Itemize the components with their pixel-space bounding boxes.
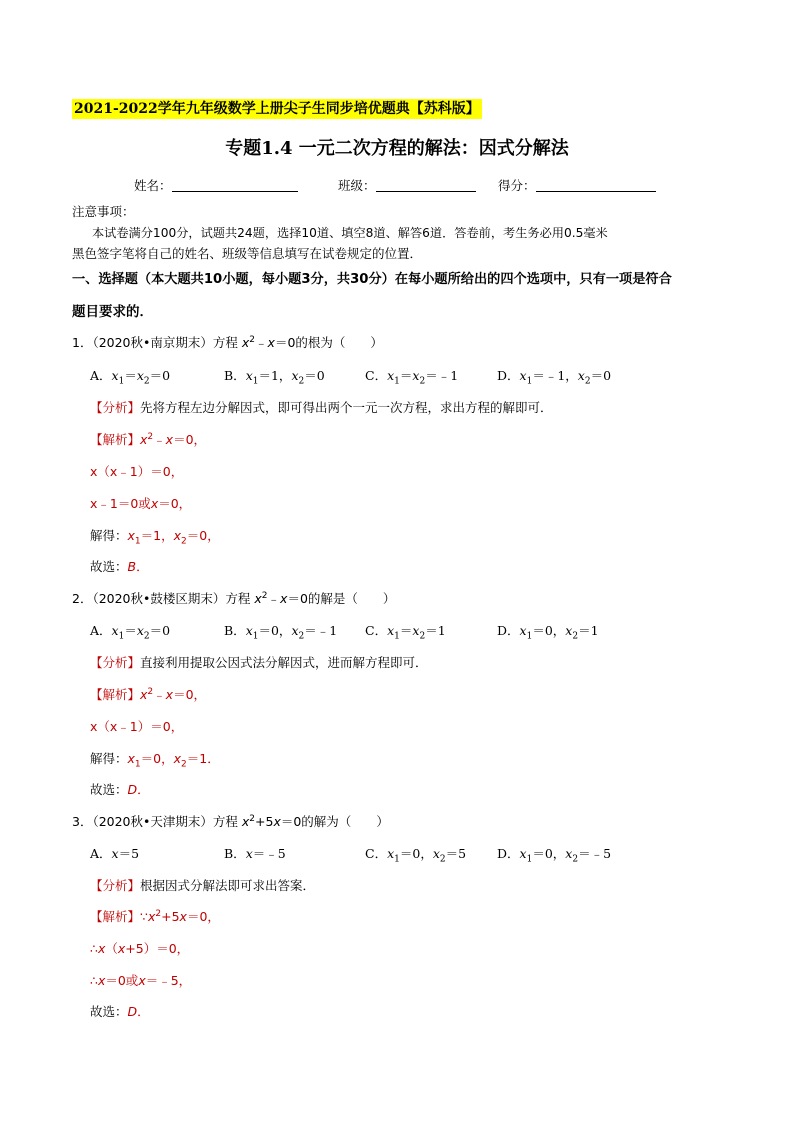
q3-option-a[interactable]: A．x＝5 [90,846,140,861]
q2-option-c[interactable]: C．$x_1=x_2=1$ [365,623,446,642]
q1-option-c[interactable]: C．$x_1=x_2=﹣1$ [365,368,459,387]
q1-stem: 1．（2020秋•南京期末）方程 $x^2﹣x=0$的根为（ ） [72,334,383,350]
q2-answer: 故选：D． [90,782,150,797]
q3-stem: 3．（2020秋•天津期末）方程 $x^2+5x=0$的解为（ ） [72,813,389,829]
section-heading-line-2: 题目要求的． [72,304,153,320]
q3-analysis: 【分析】根据因式分解法即可求出答案． [90,878,316,893]
q3-option-b[interactable]: B．x＝﹣5 [224,846,286,861]
q3-answer: 故选：D． [90,1004,150,1019]
q1-option-b[interactable]: B．$x_1=1$，$x_2=0$ [224,368,325,387]
notice-line-2: 黑色签字笔将自己的姓名、班级等信息填写在试卷规定的位置． [72,246,423,261]
page-title: 专题1.4 一元二次方程的解法：因式分解法 [225,138,569,159]
q3-solution-step-1: 【解析】$\because x^2+5x=0$， [90,908,220,924]
class-label: 班级： [338,178,376,193]
score-field [498,177,656,195]
notice-line-1: 本试卷满分100分，试题共24题，选择10道、填空8道、解答6道．答卷前，考生务必用0.5毫米 [92,226,608,240]
q2-option-b[interactable]: B．$x_1=0$，$x_2=﹣1$ [224,623,338,642]
q2-option-a[interactable]: A．$x_1=x_2=0$ [90,623,171,642]
class-field [338,177,476,195]
section-heading-line-1: 一、选择题（本大题共10小题，每小题3分，共30分）在每小题所给出的四个选项中，只有一项是符合 [72,272,672,287]
name-label: 姓名： [134,178,172,193]
notice-heading: 注意事项： [72,204,135,219]
q2-analysis: 【分析】直接利用提取公因式法分解因式，进而解方程即可． [90,655,428,670]
q1-option-d[interactable]: D．$x_1=﹣1$，$x_2=0$ [497,368,612,387]
name-field [134,177,298,195]
q3-solution-step-3: ∴x＝0或x＝﹣5， [90,973,192,988]
class-blank[interactable] [376,177,476,192]
q1-option-a[interactable]: A．$x_1=x_2=0$ [90,368,171,387]
q1-answer: 故选：B． [90,559,149,574]
q2-solution-step-1: 【解析】$x^2﹣x=0$， [90,686,207,702]
score-blank[interactable] [536,177,656,192]
q1-analysis: 【分析】先将方程左边分解因式，即可得出两个一元一次方程，求出方程的解即可． [90,400,553,415]
q1-solve-result: 解得：$x_1=1$，$x_2=0$， [90,528,220,547]
q2-solution-step-2: x（x﹣1）＝0， [90,719,184,734]
series-banner: 2021-2022学年九年级数学上册尖子生同步培优题典【苏科版】 [74,101,480,117]
q1-solution-step-1: 【解析】$x^2﹣x=0$， [90,431,207,447]
q2-option-d[interactable]: D．$x_1=0$，$x_2=1$ [497,623,599,642]
q2-solve-result: 解得：$x_1=0$，$x_2=1$． [90,751,220,770]
q2-stem: 2．（2020秋•鼓楼区期末）方程 $x^2﹣x=0$的解是（ ） [72,590,396,606]
q3-option-d[interactable]: D．$x_1=0$，$x_2=﹣5$ [497,846,612,865]
q3-option-c[interactable]: C．$x_1=0$，$x_2=5$ [365,846,467,865]
q3-solution-step-2: ∴x（x+5）＝0， [90,941,190,956]
q1-solution-step-2: x（x﹣1）＝0， [90,464,184,479]
q1-solution-step-3: x﹣1＝0或x＝0， [90,496,192,511]
name-blank[interactable] [172,177,298,192]
score-label: 得分： [498,178,536,193]
